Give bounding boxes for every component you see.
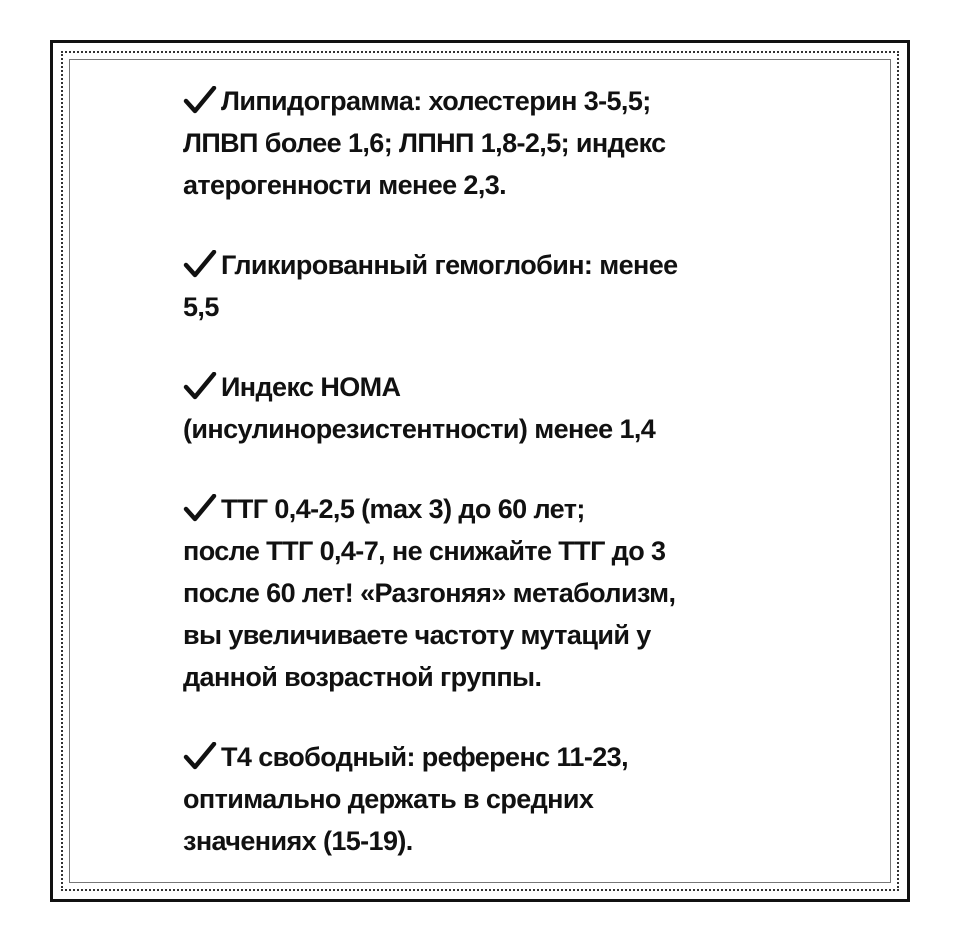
checkmark-icon [183, 742, 217, 770]
line: вы увеличиваете частоту мутаций у [183, 620, 651, 650]
line: 5,5 [183, 292, 219, 322]
line: оптимально держать в средних [183, 784, 594, 814]
line: Т4 свободный: референс 11-23, [183, 736, 823, 778]
line: атерогенности менее 2,3. [183, 170, 507, 200]
checkmark-icon [183, 86, 217, 114]
line: данной возрастной группы. [183, 662, 542, 692]
line: после 60 лет! «Разгоняя» метаболизм, [183, 578, 676, 608]
checklist [183, 80, 823, 900]
list-item-t4 [183, 736, 823, 862]
checkmark-icon [183, 372, 217, 400]
list-item-hba1c [183, 244, 823, 328]
line: ЛПВП более 1,6; ЛПНП 1,8-2,5; индекс [183, 128, 666, 158]
checkmark-icon [183, 250, 217, 278]
line: после ТТГ 0,4-7, не снижайте ТТГ до 3 [183, 536, 666, 566]
line: Липидограмма: холестерин 3-5,5; [183, 80, 823, 122]
line: Гликированный гемоглобин: менее [183, 244, 823, 286]
list-item-tsh [183, 488, 823, 698]
line: (инсулинорезистентности) менее 1,4 [183, 414, 656, 444]
line: Индекс HOMA [183, 366, 823, 408]
list-item-lipidogram [183, 80, 823, 206]
list-item-homa [183, 366, 823, 450]
checkmark-icon [183, 494, 217, 522]
line: значениях (15-19). [183, 826, 413, 856]
line: ТТГ 0,4-2,5 (max 3) до 60 лет; [183, 488, 823, 530]
